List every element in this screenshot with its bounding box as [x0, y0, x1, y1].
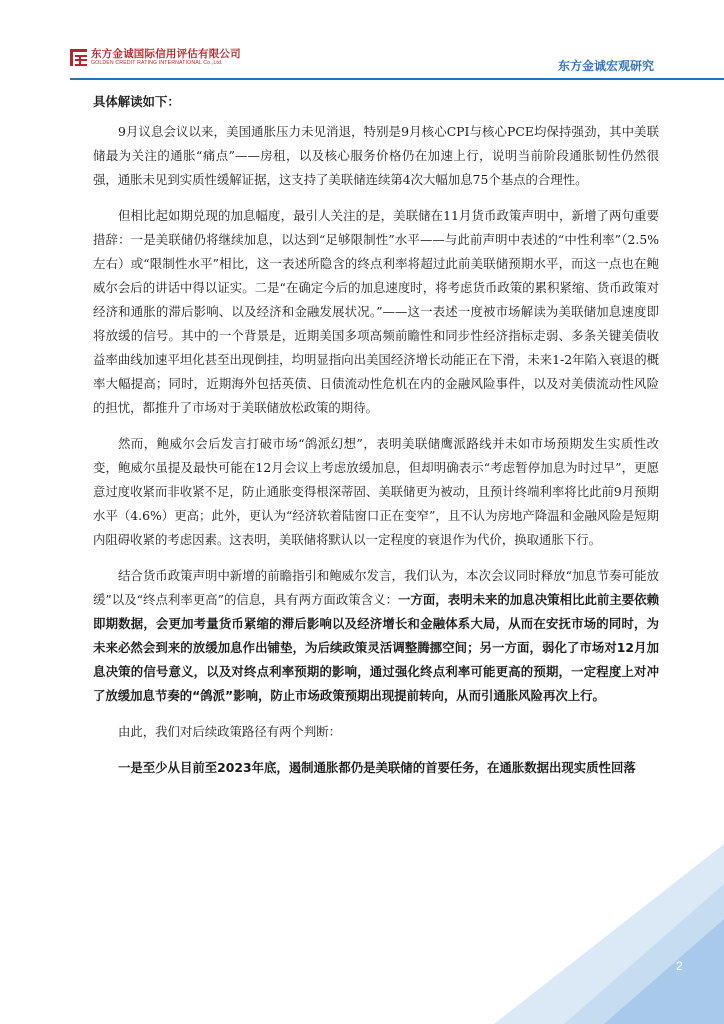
logo-emblem-icon: [70, 49, 87, 66]
paragraph-list: [93, 120, 659, 780]
document-body: [93, 90, 659, 792]
body-paragraph: [93, 720, 659, 744]
body-paragraph: [93, 204, 659, 420]
header-divider: [70, 78, 724, 80]
paragraph-text: 9月议息会议以来，美国通胀压力未见消退，特别是9月核心CPI与核心PCE均保持强劲，其中美联储最为关注的通胀“痛点”——房租，以及核心服务价格仍在加速上行，说明当前阶段通胀韧性仍然很强，通胀未见到实质性缓解证据，这支持了美联储连续第4次大幅加息75个基点的合理性。: [93, 124, 659, 187]
company-logo: [70, 49, 241, 66]
page-number: 2: [676, 959, 683, 973]
paragraph-text: 然而，鲍威尔会后发言打破市场“鸽派幻想”，表明美联储鹰派路线并未如市场预期发生实质性改变，鲍威尔虽提及最快可能在12月会议上考虑放缓加息，但却明确表示“考虑暂停加息为时过早”，更愿意过度收紧而非收紧不足，防止通胀变得根深蒂固、美联储更为被动，且预计终端利率将比此前9月预期水平（4.6%）更高；此外，更认为“经济软着陆窗口正在变窄”，且不认为房地产降温和金融风险是短期内阻碍收紧的考虑因素。这表明，美联储将默认以一定程度的衰退作为代价，换取通胀下行。: [93, 436, 659, 547]
body-paragraph: [93, 756, 659, 780]
emphasis-text: 一是至少从目前至2023年底，遏制通胀都仍是美联储的首要任务，在通胀数据出现实质性回落: [118, 760, 636, 775]
corner-decoration: [494, 844, 724, 1024]
logo-company-name-en: GOLDEN CREDIT RATING INTERNATIONAL Co.,Ltd.: [91, 59, 223, 66]
paragraph-text: 结合货币政策声明中新增的前瞻指引和鲍威尔发言，我们认为，本次会议同时释放“加息节奏可能放缓”以及“终点利率更高”的信息，具有两方面政策含义：: [93, 568, 659, 607]
body-paragraph: [93, 432, 659, 552]
section-title: 具体解读如下：: [93, 94, 180, 109]
header-report-series: 东方金诚宏观研究: [557, 59, 654, 73]
logo-company-name-cn: 东方金诚国际信用评估有限公司: [91, 48, 241, 61]
body-paragraph: [93, 120, 659, 192]
paragraph-text: 由此，我们对后续政策路径有两个判断：: [118, 724, 342, 739]
emphasis-text: 一方面，表明未来的加息决策相比此前主要依赖即期数据，会更加考量货币紧缩的滞后影响以及经济增长和金融体系大局，从而在安抚市场的同时，为未来必然会到来的放缓加息作出铺垫，为后续政策灵活调整腾挪空间；另一方面，弱化了市场对12月加息决策的信号意义，以及对终点利率预期的影响，通过强化终点利率可能更高的预期，一定程度上对冲了放缓加息节奏的“鸽派”影响，防止市场政策预期出现提前转向，从而引通胀风险再次上行。: [93, 592, 659, 703]
logo-text: [91, 49, 241, 66]
page-header: [0, 0, 724, 80]
body-paragraph: [93, 564, 659, 708]
paragraph-text: 但相比起如期兑现的加息幅度，最引人关注的是，美联储在11月货币政策声明中，新增了两句重要措辞：一是美联储仍将继续加息，以达到“足够限制性”水平——与此前声明中表述的“中性利率”（2.5%左右）或“限制性水平”相比，这一表述所隐含的终点利率将超过此前美联储预期水平，而这一点也在鲍威尔会后的讲话中得以证实。二是“在确定今后的加息速度时，将考虑货币政策的累积紧缩、货币政策对经济和通胀的滞后影响、以及经济和金融发展状况。”——这一表述一度被市场解读为美联储加息速度即将放缓的信号。其中的一个背景是，近期美国多项高频前瞻性和同步性经济指标走弱、多条关键美债收益率曲线加速平坦化甚至出现倒挂，均明显指向出美国经济增长动能正在下滑，未来1-2年陷入衰退的概率大幅提高；同时，近期海外包括英债、日债流动性危机在内的金融风险事件，以及对美债流动性风险的担忧，都推升了市场对于美联储放松政策的期待。: [93, 208, 659, 415]
